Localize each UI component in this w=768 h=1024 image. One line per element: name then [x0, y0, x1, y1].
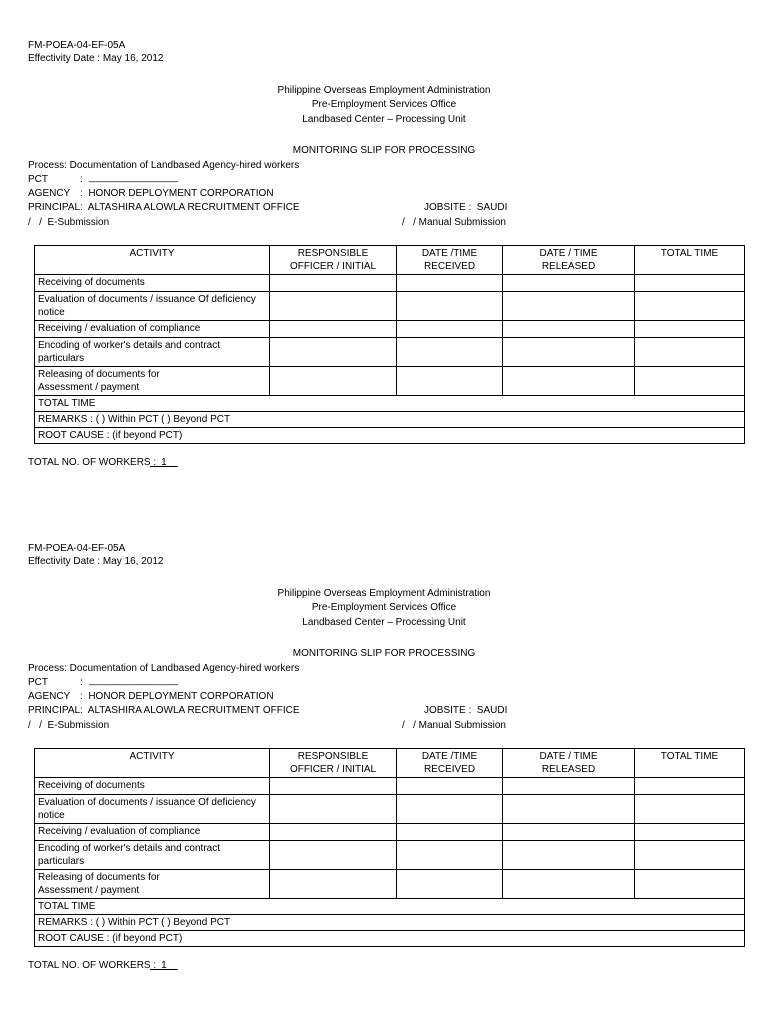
unit-name: Landbased Center – Processing Unit — [302, 114, 466, 125]
officer-cell[interactable] — [270, 870, 397, 899]
officer-cell[interactable] — [270, 824, 397, 841]
jobsite: JOBSITE : SAUDI — [424, 202, 508, 213]
workers-count: 1 — [150, 457, 178, 468]
agency-value: : HONOR DEPLOYMENT CORPORATION — [80, 691, 274, 702]
monitoring-slip-2 — [0, 503, 768, 1003]
pct-label: PCT — [28, 174, 48, 185]
activity-cell: Evaluation of documents / issuance Of deficiency notice — [35, 292, 270, 321]
table-row — [35, 321, 745, 338]
released-cell[interactable] — [503, 321, 635, 338]
workers-label: TOTAL NO. OF WORKERS : — [28, 960, 157, 971]
officer-cell[interactable] — [270, 778, 397, 795]
table-row — [35, 338, 745, 367]
header-date-released: DATE / TIME RELEASED — [503, 246, 635, 275]
agency-name: Philippine Overseas Employment Administration — [277, 588, 491, 599]
total-time-cell[interactable] — [635, 841, 745, 870]
principal-label: PRINCIPAL — [28, 705, 81, 716]
table-row — [35, 292, 745, 321]
total-time-row — [35, 396, 745, 412]
activity-cell: Releasing of documents for Assessment / payment — [35, 870, 270, 899]
received-cell[interactable] — [397, 275, 503, 292]
received-cell[interactable] — [397, 292, 503, 321]
effectivity-date: Effectivity Date : May 16, 2012 — [28, 556, 164, 567]
activity-cell: Receiving / evaluation of compliance — [35, 824, 270, 841]
table-header-row — [35, 749, 745, 778]
agency-label: AGENCY — [28, 691, 71, 702]
received-cell[interactable] — [397, 824, 503, 841]
released-cell[interactable] — [503, 824, 635, 841]
agency-value: : HONOR DEPLOYMENT CORPORATION — [80, 188, 274, 199]
total-time-cell[interactable] — [635, 795, 745, 824]
office-name: Pre-Employment Services Office — [311, 99, 457, 110]
pct-blank: ________________ — [89, 172, 178, 183]
header-activity: ACTIVITY — [35, 749, 270, 778]
officer-cell[interactable] — [270, 292, 397, 321]
table-row — [35, 795, 745, 824]
agency-label: AGENCY — [28, 188, 71, 199]
released-cell[interactable] — [503, 367, 635, 396]
total-time-cell[interactable] — [635, 778, 745, 795]
total-time-cell[interactable] — [635, 338, 745, 367]
agency-name: Philippine Overseas Employment Administration — [277, 85, 491, 96]
root-cause-row — [35, 428, 745, 444]
released-cell[interactable] — [503, 292, 635, 321]
jobsite: JOBSITE : SAUDI — [424, 705, 508, 716]
root-cause-label: ROOT CAUSE : (if beyond PCT) — [35, 428, 745, 444]
received-cell[interactable] — [397, 841, 503, 870]
received-cell[interactable] — [397, 795, 503, 824]
table-row — [35, 870, 745, 899]
remarks-label: REMARKS : ( ) Within PCT ( ) Beyond PCT — [35, 915, 745, 931]
processing-table — [34, 748, 745, 947]
officer-cell[interactable] — [270, 275, 397, 292]
released-cell[interactable] — [503, 778, 635, 795]
officer-cell[interactable] — [270, 841, 397, 870]
total-time-row — [35, 899, 745, 915]
received-cell[interactable] — [397, 367, 503, 396]
header-total-time: TOTAL TIME — [635, 246, 745, 275]
form-code: FM-POEA-04-EF-05A — [28, 40, 126, 51]
total-time-cell[interactable] — [635, 292, 745, 321]
activity-cell: Receiving of documents — [35, 778, 270, 795]
activity-cell: Encoding of worker's details and contract particulars — [35, 338, 270, 367]
principal-value: : ALTASHIRA ALOWLA RECRUITMENT OFFICE — [80, 202, 300, 213]
remarks-row — [35, 412, 745, 428]
officer-cell[interactable] — [270, 321, 397, 338]
header-total-time: TOTAL TIME — [635, 749, 745, 778]
pct-separator: : — [80, 677, 83, 688]
activity-cell: Receiving / evaluation of compliance — [35, 321, 270, 338]
remarks-label: REMARKS : ( ) Within PCT ( ) Beyond PCT — [35, 412, 745, 428]
office-name: Pre-Employment Services Office — [311, 602, 457, 613]
total-time-cell[interactable] — [635, 367, 745, 396]
slip-title: MONITORING SLIP FOR PROCESSING — [292, 648, 476, 659]
header-responsible-officer: RESPONSIBLE OFFICER / INITIAL — [270, 749, 397, 778]
root-cause-row — [35, 931, 745, 947]
pct-separator: : — [80, 174, 83, 185]
slip-title: MONITORING SLIP FOR PROCESSING — [292, 145, 476, 156]
received-cell[interactable] — [397, 338, 503, 367]
header-date-received: DATE /TIME RECEIVED — [397, 749, 503, 778]
total-time-cell[interactable] — [635, 870, 745, 899]
pct-label: PCT — [28, 677, 48, 688]
activity-cell: Encoding of worker's details and contract particulars — [35, 841, 270, 870]
released-cell[interactable] — [503, 795, 635, 824]
total-time-cell[interactable] — [635, 275, 745, 292]
total-time-cell[interactable] — [635, 824, 745, 841]
effectivity-date: Effectivity Date : May 16, 2012 — [28, 53, 164, 64]
table-row — [35, 778, 745, 795]
principal-label: PRINCIPAL — [28, 202, 81, 213]
root-cause-label: ROOT CAUSE : (if beyond PCT) — [35, 931, 745, 947]
header-date-released: DATE / TIME RELEASED — [503, 749, 635, 778]
header-date-received: DATE /TIME RECEIVED — [397, 246, 503, 275]
e-submission: / / E-Submission — [28, 217, 110, 228]
unit-name: Landbased Center – Processing Unit — [302, 617, 466, 628]
officer-cell[interactable] — [270, 795, 397, 824]
officer-cell[interactable] — [270, 367, 397, 396]
table-row — [35, 824, 745, 841]
table-row — [35, 841, 745, 870]
header-activity: ACTIVITY — [35, 246, 270, 275]
released-cell[interactable] — [503, 275, 635, 292]
total-time-cell[interactable] — [635, 321, 745, 338]
manual-submission: / / Manual Submission — [402, 720, 506, 731]
activity-cell: Receiving of documents — [35, 275, 270, 292]
form-code: FM-POEA-04-EF-05A — [28, 543, 126, 554]
workers-count: 1 — [150, 960, 178, 971]
e-submission: / / E-Submission — [28, 720, 110, 731]
process-line: Process: Documentation of Landbased Agency-hired workers — [28, 663, 300, 674]
pct-blank: ________________ — [89, 675, 178, 686]
manual-submission: / / Manual Submission — [402, 217, 506, 228]
activity-cell: Evaluation of documents / issuance Of deficiency notice — [35, 795, 270, 824]
received-cell[interactable] — [397, 870, 503, 899]
remarks-row — [35, 915, 745, 931]
released-cell[interactable] — [503, 841, 635, 870]
total-time-label: TOTAL TIME — [35, 899, 745, 915]
received-cell[interactable] — [397, 321, 503, 338]
process-line: Process: Documentation of Landbased Agency-hired workers — [28, 160, 300, 171]
table-header-row — [35, 246, 745, 275]
received-cell[interactable] — [397, 778, 503, 795]
header-responsible-officer: RESPONSIBLE OFFICER / INITIAL — [270, 246, 397, 275]
workers-label: TOTAL NO. OF WORKERS : — [28, 457, 157, 468]
officer-cell[interactable] — [270, 338, 397, 367]
total-time-label: TOTAL TIME — [35, 396, 745, 412]
activity-cell: Releasing of documents for Assessment / payment — [35, 367, 270, 396]
table-row — [35, 275, 745, 292]
released-cell[interactable] — [503, 338, 635, 367]
principal-value: : ALTASHIRA ALOWLA RECRUITMENT OFFICE — [80, 705, 300, 716]
monitoring-slip-1 — [0, 0, 768, 500]
table-row — [35, 367, 745, 396]
released-cell[interactable] — [503, 870, 635, 899]
processing-table — [34, 245, 745, 444]
